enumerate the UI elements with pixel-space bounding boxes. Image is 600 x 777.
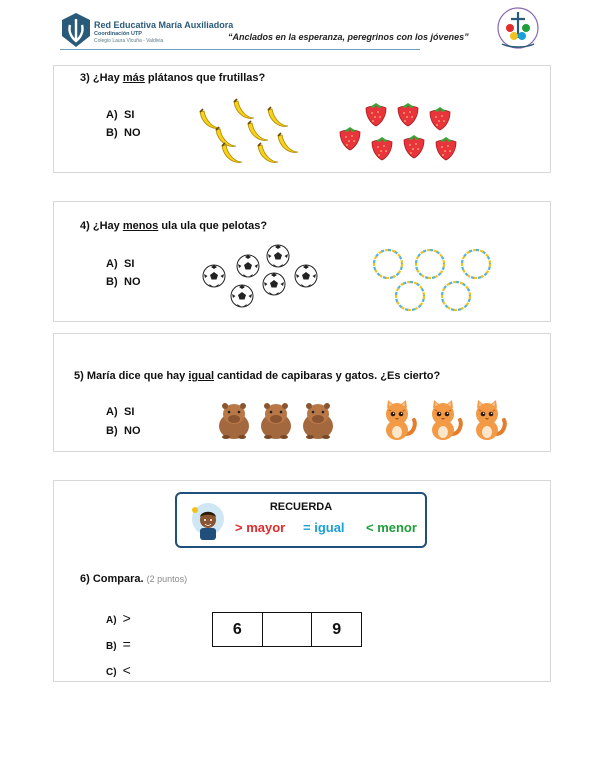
banana-icon (248, 121, 268, 140)
school-logo-icon (60, 12, 92, 48)
points-label: (2 puntos) (146, 574, 188, 584)
organization-block (94, 20, 233, 44)
banana-icon (216, 127, 236, 146)
equal-legend: = igual (303, 520, 345, 535)
strawberries-group (336, 100, 462, 166)
jubilee-seal-icon (494, 6, 542, 52)
soccer-ball-icon (203, 265, 225, 287)
strawberry-icon (372, 137, 392, 160)
cats-group (380, 394, 512, 446)
question-3-title: 3) ¿Hay más plátanos que frutillas? (80, 72, 266, 84)
less-than-legend: < menor (366, 520, 417, 535)
q4-option-a[interactable]: A) SI (106, 258, 135, 270)
q3-option-a[interactable]: A) SI (106, 109, 135, 121)
left-number-box: 6 (213, 613, 263, 646)
strawberry-icon (398, 103, 418, 126)
q5-option-a[interactable]: A) SI (106, 406, 135, 418)
soccer-ball-icon (231, 285, 253, 307)
remember-box (175, 492, 427, 548)
banana-icon (268, 107, 288, 126)
banana-icon (200, 109, 220, 128)
greater-than-legend: > mayor (235, 520, 286, 535)
banana-icon (234, 99, 254, 118)
hula-hoop-icon (396, 282, 424, 310)
capybara-icon (261, 403, 291, 439)
comparison-boxes (212, 612, 362, 647)
banana-icon (278, 133, 298, 152)
answer-symbol-box[interactable] (263, 613, 313, 646)
org-subtitle: Coordinación UTP (94, 31, 142, 37)
capybara-icon (219, 403, 249, 439)
capybara-icon (303, 403, 333, 439)
strawberry-icon (404, 135, 424, 158)
hula-hoops-group (370, 246, 496, 314)
strawberry-icon (366, 103, 386, 126)
cat-icon (432, 400, 461, 440)
hula-hoop-icon (442, 282, 470, 310)
q5-option-b[interactable]: B) NO (106, 425, 141, 437)
hula-hoop-icon (416, 250, 444, 278)
org-name: Red Educativa María Auxiliadora (94, 20, 234, 30)
header-divider (60, 49, 420, 50)
strawberry-icon (430, 107, 450, 130)
hula-hoop-icon (374, 250, 402, 278)
q4-option-b[interactable]: B) NO (106, 276, 141, 288)
soccer-ball-icon (267, 245, 289, 267)
question-5-title: 5) María dice que hay igual cantidad de capibaras y gatos. ¿Es cierto? (74, 370, 441, 382)
question-6-title: 6) Compara. (2 puntos) (80, 573, 188, 585)
banana-icon (258, 143, 278, 162)
org-school: Colegio Laura Vicuña - Valdivia (94, 38, 164, 44)
remember-title: RECUERDA (269, 501, 333, 513)
right-number-box: 9 (332, 620, 342, 638)
question-4-title: 4) ¿Hay menos ula ula que pelotas? (80, 220, 268, 232)
hula-hoop-icon (462, 250, 490, 278)
cat-icon (476, 400, 505, 440)
q6-option-c[interactable]: C) < (106, 662, 131, 678)
soccer-ball-icon (237, 255, 259, 277)
bananas-group (196, 96, 300, 168)
strawberry-icon (340, 127, 360, 150)
soccer-ball-icon (263, 273, 285, 295)
page-header (0, 0, 600, 60)
capybaras-group (216, 398, 336, 442)
soccer-ball-icon (295, 265, 317, 287)
q3-option-b[interactable]: B) NO (106, 127, 141, 139)
soccer-balls-group (200, 242, 324, 312)
strawberry-icon (436, 137, 456, 160)
q6-option-a[interactable]: A) > (106, 610, 131, 626)
q6-option-b[interactable]: B) = (106, 636, 131, 652)
cat-icon (386, 400, 415, 440)
header-motto: “Anclados en la esperanza, peregrinos con los jóvenes” (228, 32, 469, 42)
